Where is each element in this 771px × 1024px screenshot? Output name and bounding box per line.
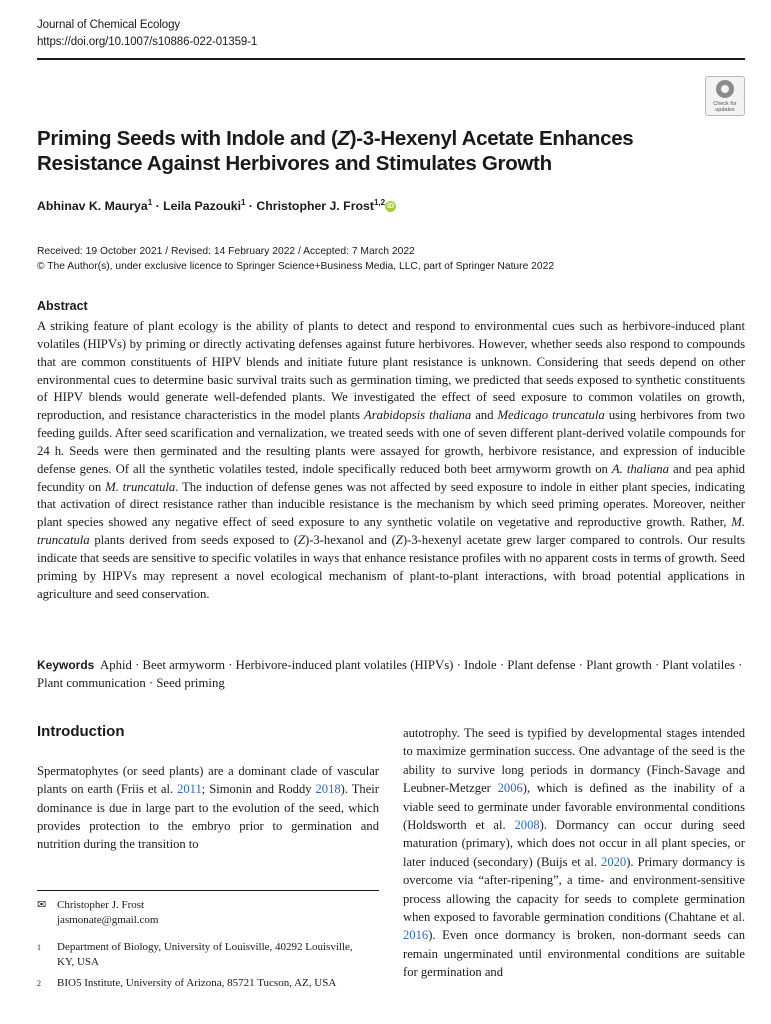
- keyword[interactable]: Plant communication: [37, 675, 146, 690]
- publication-dates: [37, 244, 554, 274]
- keyword[interactable]: Beet armyworm: [142, 658, 226, 672]
- keyword[interactable]: Herbivore-induced plant volatiles (HIPVs): [235, 658, 454, 672]
- abstract-heading: Abstract: [37, 299, 88, 313]
- author-name[interactable]: Christopher J. Frost: [256, 199, 374, 214]
- update-icon: [716, 80, 734, 98]
- keyword[interactable]: Seed priming: [156, 675, 225, 690]
- affiliation-text: BIO5 Institute, University of Arizona, 85721 Tucson, AZ, USA: [57, 977, 337, 989]
- author-name[interactable]: Abhinav K. Maurya: [37, 199, 148, 214]
- affiliation-text: Department of Biology, University of Louisville, 40292 Louisville, KY, USA: [57, 941, 353, 968]
- keyword[interactable]: Aphid: [100, 658, 132, 672]
- author-name[interactable]: Leila Pazouki: [163, 199, 242, 214]
- envelope-icon: ✉: [37, 899, 47, 911]
- contact-name: Christopher J. Frost: [57, 899, 145, 911]
- corresponding-author: [37, 898, 159, 926]
- check-for-updates-badge[interactable]: [705, 76, 745, 116]
- intro-right-column: autotrophy. The seed is typified by developmental stages intended to maximize germination success. One advantage of the seed is the ability to survive long periods in dormancy (Finch-Savage and Leubner-Metzger 2006), which is defined as the inability of a viable seed to germinate under favorable environmental conditions (Holdsworth et al. 2008). Dormancy can occur during seed maturation (primary), which does not occur in all plant species, or later induced (secondary) (Buijs et al. 2020). Primary dormancy is overcome via “after-ripening”, a time- and environment-sensitive process allowing the capacity for seeds to complete germination when exposed to favorable germination conditions (Chahtane et al. 2016). Even once dormancy is broken, non-dormant seeds can remain ungerminated until environmental conditions are suitable for germination and: [403, 726, 745, 980]
- keyword[interactable]: Plant volatiles: [662, 658, 735, 672]
- badge-line2: updates: [715, 107, 735, 113]
- contact-email[interactable]: jasmonate@gmail.com: [57, 914, 159, 926]
- abstract-body: A striking feature of plant ecology is the ability of plants to detect and respond to environmental cues such as herbivore-induced plant volatiles (HIPVs) by priming or directly activating defenses against future herbivores. However, whether seeds also respond to compounds that are common constituents of HIPV blends and initiate future plant resistance is unknown. Considering that seeds depend on other environmental cues to determine basic survival traits such as germination timing, we predicted that seeds exposed to synthetic constituents of HIPV blends would generate well-defended plants. We investigated the effect of seed exposure to common volatiles on growth, reproduction, and resistance characteristics in the model plants Arabidopsis thaliana and Medicago truncatula using herbivores from two feeding guilds. After seed scarification and vernalization, we treated seeds with one of seven different plant-derived volatile compounds for 24 h. Seeds were then germinated and the resulting plants were assayed for growth, herbivore resistance, and expression of inducible defense genes. Of all the synthetic volatiles tested, indole specifically reduced both beet armyworm growth on A. thaliana and pea aphid fecundity on M. truncatula. The induction of defense genes was not affected by seed exposure to indole in either plant species, indicating that activation of direct resistance rather than inducible resistance is the mechanism by which seed priming operates. Moreover, neither plant species showed any negative effect of seed exposure to any synthetic volatile on vegetative and reproductive growth. Rather, M. truncatula plants derived from seeds exposed to (Z)-3-hexanol and (Z)-3-hexenyl acetate grew larger compared to controls. Our results indicate that seeds are sensitive to specific volatiles in ways that enhance resistance profiles with no apparent costs in terms of growth. Seed priming by HIPVs may represent a novel ecological mechanism of plant-to-plant interactions, with broad potential applications in agriculture and seed conservation.: [37, 319, 746, 601]
- keyword[interactable]: Indole: [464, 658, 497, 672]
- citation-link[interactable]: 2018: [315, 782, 341, 797]
- orcid-icon[interactable]: iD: [387, 203, 395, 211]
- author-list: Abhinav K. Maurya$^1$ · Leila Pazouki$^1$ · Christopher J. Frost$^{1,2}$ iD: [37, 198, 395, 214]
- keywords: Keywords Aphid · Beet armyworm · Herbivore-induced plant volatiles (HIPVs) · Indole · Plant defense · Plant growth · Plant volatiles · Plant communication · Seed priming: [37, 658, 743, 690]
- footnote-rule: [37, 890, 379, 891]
- journal-header: [37, 17, 257, 51]
- doi-link[interactable]: https://doi.org/10.1007/s10886-022-01359-1: [37, 36, 258, 48]
- keyword[interactable]: Plant defense: [507, 658, 576, 672]
- history-dates: Received: 19 October 2021 / Revised: 14 February 2022 / Accepted: 7 March 2022: [37, 246, 415, 257]
- citation-link[interactable]: 2008: [514, 818, 540, 833]
- citation-link[interactable]: 2011: [177, 782, 202, 797]
- header-rule: [37, 58, 745, 60]
- citation-link[interactable]: 2020: [601, 854, 627, 869]
- citation-link[interactable]: 2016: [403, 928, 429, 943]
- citation-link[interactable]: 2006: [497, 781, 523, 796]
- keywords-label: Keywords: [37, 658, 95, 672]
- keyword[interactable]: Plant growth: [586, 658, 652, 672]
- affiliation-1: 1 Department of Biology, University of Louisville, 40292 Louisville, KY, USA: [37, 940, 41, 955]
- affiliation-2: 2 BIO5 Institute, University of Arizona, 85721 Tucson, AZ, USA: [37, 976, 41, 991]
- journal-name: Journal of Chemical Ecology: [37, 19, 181, 31]
- intro-left-column: Spermatophytes (or seed plants) are a dominant clade of vascular plants on earth (Friis et al. 2011; Simonin and Roddy 2018). Their dominance is due in large part to the evolution of the seed, which provides protection to the embryo prior to germination and nutrition during the transition to: [37, 764, 379, 852]
- copyright-line: © The Author(s), under exclusive licence to Springer Science+Business Media, LLC, part of Springer Nature 2022: [37, 261, 555, 272]
- paper-title: Priming Seeds with Indole and (Z)-3-Hexenyl Acetate Enhances Resistance Against Herbivores and Stimulates Growth: [37, 127, 634, 175]
- badge-line1: Check for: [713, 101, 737, 107]
- introduction-heading: Introduction: [37, 723, 125, 740]
